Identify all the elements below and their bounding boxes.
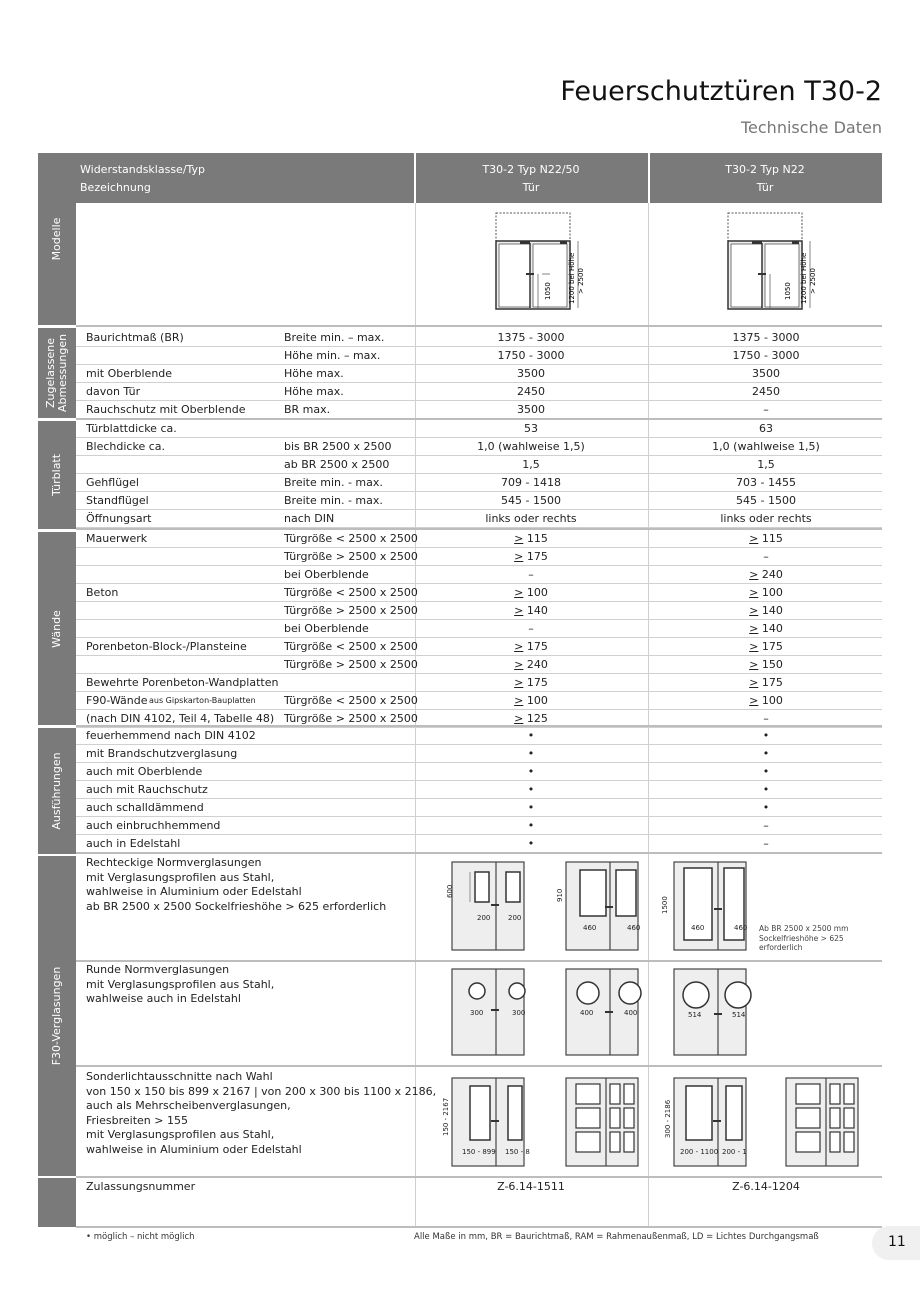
row-value-n22: > 175 (749, 640, 783, 653)
table-row (76, 329, 882, 347)
text-line: von 150 x 150 bis 899 x 2167 | von 200 x 300 bis 1100 x 2186, (86, 1084, 437, 1098)
table-row (76, 548, 882, 566)
dim-label: 600 (446, 884, 454, 898)
row-value-n22: – (763, 403, 769, 416)
row-value-n22-50: > 175 (514, 550, 548, 563)
row-param: Türgröße > 2500 x 2500 (284, 712, 418, 725)
header-divider (414, 153, 416, 203)
section-label: Türblatt (50, 453, 63, 497)
header-col1-desc: Tür (522, 181, 540, 194)
row-value-n22: • (762, 765, 770, 778)
row-value-n22-50: 3500 (517, 367, 545, 380)
row-param: Breite min. – max. (284, 331, 385, 344)
f30-special-text (86, 1070, 436, 1157)
row-label: Türblattdicke ca. (86, 422, 177, 435)
row-label: mit Oberblende (86, 367, 173, 380)
section-label-line1: Zugelassene (44, 337, 57, 409)
dim-label: 460 (583, 924, 597, 932)
dim-label: 150 - 8 (505, 1148, 530, 1156)
row-label: auch einbruchhemmend (86, 819, 221, 832)
model-dim-1050: 1050 (544, 282, 552, 300)
row-param: Höhe min. – max. (284, 349, 381, 362)
row-value-n22: > 115 (749, 532, 783, 545)
dim-label: 1500 (661, 896, 669, 914)
page-title: Feuerschutztüren T30-2 (560, 76, 882, 107)
row-value-n22: – (763, 819, 769, 832)
row-param: nach DIN (284, 512, 335, 525)
row-param: Breite min. - max. (284, 476, 383, 489)
table-row (76, 656, 882, 674)
header-label-2: Bezeichnung (80, 181, 151, 194)
table-row (76, 817, 882, 835)
table-row (76, 530, 882, 548)
f30-round-text (86, 963, 274, 1007)
section-label-line2: Abmessungen (56, 333, 69, 413)
model-dim-1200-b: > 2500 (577, 268, 585, 294)
dim-label: 150 - 899 (462, 1148, 496, 1156)
row-value-n22-50: • (527, 783, 535, 796)
row-param: Breite min. - max. (284, 494, 383, 507)
section-divider (76, 960, 882, 962)
section-divider (76, 325, 882, 327)
row-value-n22-50: links oder rechts (485, 512, 577, 525)
section-label: Wände (50, 609, 63, 648)
page-number-badge (872, 1226, 920, 1260)
row-value-n22-50: 1,5 (522, 458, 540, 471)
row-value-n22: 2450 (752, 385, 780, 398)
row-value-n22: 703 - 1455 (736, 476, 796, 489)
dim-label: 514 (688, 1011, 702, 1019)
row-value-n22: > 140 (749, 604, 783, 617)
row-value-n22: links oder rechts (720, 512, 812, 525)
row-label: F90-Wände (86, 694, 148, 707)
row-value-n22-50: 1,0 (wahlweise 1,5) (477, 440, 585, 453)
section-label: Modelle (50, 217, 63, 261)
row-value-n22-50: • (527, 837, 535, 850)
row-value-n22: 1750 - 3000 (732, 349, 800, 362)
footer-legend: • möglich – nicht möglich (86, 1232, 195, 1242)
header-col1-type: T30-2 Typ N22/50 (482, 163, 580, 176)
row-value-n22: – (763, 550, 769, 563)
dim-label: 400 (624, 1009, 638, 1017)
row-label: mit Brandschutzverglasung (86, 747, 238, 760)
row-value-n22-50: • (527, 819, 535, 832)
row-value-n22-50: • (527, 801, 535, 814)
text-line: Friesbreiten > 155 (86, 1113, 188, 1127)
row-label: Mauerwerk (86, 532, 148, 545)
dim-label: 400 (580, 1009, 594, 1017)
section-label: Ausführungen (50, 752, 63, 830)
row-value-n22-50: 1750 - 3000 (497, 349, 565, 362)
row-value-n22-50: • (527, 729, 535, 742)
rect-note (759, 924, 848, 953)
row-param: Türgröße > 2500 x 2500 (284, 550, 418, 563)
row-param: Türgröße > 2500 x 2500 (284, 658, 418, 671)
row-label: (nach DIN 4102, Teil 4, Tabelle 48) (86, 712, 275, 725)
note-line: Sockelfrieshöhe > 625 (759, 933, 844, 943)
row-value-n22: • (762, 729, 770, 742)
dim-label: 910 (556, 888, 564, 902)
row-label: Porenbeton-Block-/Plansteine (86, 640, 247, 653)
section-label: F30-Verglasungen (50, 966, 63, 1066)
text-line: wahlweise in Aluminium oder Edelstahl (86, 885, 302, 898)
row-param: Höhe max. (284, 367, 344, 380)
row-value-n22-50: > 100 (514, 694, 548, 707)
table-row (76, 620, 882, 638)
text-line: ab BR 2500 x 2500 Sockelfrieshöhe > 625 erforderlich (86, 899, 387, 913)
table-row (76, 365, 882, 383)
section-zulassung (38, 1178, 76, 1227)
dim-label: 460 (734, 924, 748, 932)
note-line: erforderlich (759, 943, 803, 952)
section-divider (76, 1226, 882, 1228)
row-value-n22-50: > 240 (514, 658, 548, 671)
row-value-n22: 1375 - 3000 (732, 331, 800, 344)
row-label: feuerhemmend nach DIN 4102 (86, 729, 256, 742)
row-value-n22-50: 3500 (517, 403, 545, 416)
row-value-n22-50: – (528, 622, 534, 635)
dim-label: 300 (512, 1009, 526, 1017)
table-row (76, 602, 882, 620)
model-dim-1200-a: 1200 bei Höhe (800, 252, 808, 304)
table-row (76, 566, 882, 584)
row-label: auch mit Rauchschutz (86, 783, 208, 796)
header-col2-desc: Tür (756, 181, 774, 194)
table-row (76, 799, 882, 817)
row-value-n22: > 240 (749, 568, 783, 581)
note-line: Ab BR 2500 x 2500 mm (759, 924, 849, 933)
glazing-special-drawings (430, 1072, 860, 1172)
row-param: ab BR 2500 x 2500 (284, 458, 390, 471)
row-value-n22-50: • (527, 747, 535, 760)
row-value-n22: > 100 (749, 586, 783, 599)
table-row (76, 763, 882, 781)
dim-label: 514 (732, 1011, 746, 1019)
model-dim-1200-b: > 2500 (809, 268, 817, 294)
footer-abbreviations: Alle Maße in mm, BR = Baurichtmaß, RAM = Rahmenaußenmaß, LD = Lichtes Durchgangsmaß (414, 1232, 819, 1242)
row-param: Türgröße > 2500 x 2500 (284, 604, 418, 617)
row-param: BR max. (284, 403, 331, 416)
text-line: mit Verglasungsprofilen aus Stahl, (86, 977, 275, 991)
zulassung-v1: Z-6.14-1511 (497, 1180, 565, 1193)
row-param: Höhe max. (284, 385, 344, 398)
row-param: bei Oberblende (284, 622, 369, 635)
row-value-n22: > 100 (749, 694, 783, 707)
row-label-small: aus Gipskarton-Bauplatten (149, 696, 256, 705)
table-row (76, 510, 882, 528)
row-label: Blechdicke ca. (86, 440, 166, 453)
zulassung-row (76, 1178, 882, 1196)
row-label: auch in Edelstahl (86, 837, 181, 850)
zulassung-label: Zulassungsnummer (86, 1180, 196, 1193)
row-label: Rauchschutz mit Oberblende (86, 403, 246, 416)
row-value-n22-50: > 175 (514, 640, 548, 653)
row-label: Gehflügel (86, 476, 139, 489)
row-value-n22: • (762, 801, 770, 814)
section-ausfuehrungen (38, 728, 76, 854)
page-subtitle: Technische Daten (740, 118, 882, 137)
table-row (76, 692, 882, 710)
section-modelle (38, 153, 76, 325)
section-divider (76, 852, 882, 854)
glazing-round-drawings (430, 965, 760, 1060)
row-label: Bewehrte Porenbeton-Wandplatten (86, 676, 279, 689)
zulassung-v2: Z-6.14-1204 (732, 1180, 800, 1193)
row-value-n22-50: 545 - 1500 (501, 494, 561, 507)
dim-label: 300 (470, 1009, 484, 1017)
glazing-rect-drawings (430, 856, 760, 956)
dim-label: 200 (508, 914, 522, 922)
row-value-n22-50: 1375 - 3000 (497, 331, 565, 344)
row-value-n22: – (763, 837, 769, 850)
section-waende (38, 532, 76, 725)
table-row (76, 474, 882, 492)
table-row (76, 638, 882, 656)
text-line: Sonderlichtausschnitte nach Wahl (86, 1070, 273, 1083)
section-zugelassene (38, 328, 76, 418)
table-row (76, 584, 882, 602)
row-value-n22-50: > 175 (514, 676, 548, 689)
table-row (76, 492, 882, 510)
row-label: auch mit Oberblende (86, 765, 203, 778)
table-row (76, 383, 882, 401)
dim-label: 460 (691, 924, 705, 932)
row-value-n22-50: > 140 (514, 604, 548, 617)
section-sidebar (38, 153, 76, 1227)
text-line: wahlweise in Aluminium oder Edelstahl (86, 1142, 302, 1156)
row-value-n22-50: 53 (524, 422, 538, 435)
table-row (76, 401, 882, 419)
table-row (76, 456, 882, 474)
section-divider (76, 1065, 882, 1067)
row-value-n22: – (763, 712, 769, 725)
row-value-n22: > 150 (749, 658, 783, 671)
dim-label: 300 - 2186 (664, 1099, 672, 1138)
text-line: mit Verglasungsprofilen aus Stahl, (86, 870, 275, 884)
row-value-n22: > 140 (749, 622, 783, 635)
text-line: mit Verglasungsprofilen aus Stahl, (86, 1128, 275, 1141)
row-value-n22-50: • (527, 765, 535, 778)
text-line: Rechteckige Normverglasungen (86, 856, 262, 869)
dim-label: 200 (477, 914, 491, 922)
table-row (76, 781, 882, 799)
row-label: Standflügel (86, 494, 149, 507)
row-value-n22-50: > 125 (514, 712, 548, 725)
row-value-n22-50: > 100 (514, 586, 548, 599)
row-param: Türgröße < 2500 x 2500 (284, 640, 418, 653)
row-value-n22: 1,0 (wahlweise 1,5) (712, 440, 820, 453)
table-row (76, 835, 882, 853)
row-value-n22: • (762, 783, 770, 796)
row-param: bei Oberblende (284, 568, 369, 581)
dim-label: 200 - 1100 (680, 1148, 719, 1156)
row-label: davon Tür (86, 385, 141, 398)
dim-label: 200 - 1 (722, 1148, 747, 1156)
section-divider (76, 418, 882, 420)
table-row (76, 745, 882, 763)
row-value-n22: 3500 (752, 367, 780, 380)
row-label: auch schalldämmend (86, 801, 204, 814)
model-dim-1050: 1050 (784, 282, 792, 300)
model-drawing-n22 (722, 210, 822, 315)
row-value-n22-50: 2450 (517, 385, 545, 398)
table-row (76, 438, 882, 456)
row-value-n22: 63 (759, 422, 773, 435)
row-label: Baurichtmaß (BR) (86, 331, 184, 344)
text-line: auch als Mehrscheibenverglasungen, (86, 1099, 291, 1112)
dim-label: 460 (627, 924, 641, 932)
f30-rect-text (86, 856, 386, 914)
header-col2-type: T30-2 Typ N22 (725, 163, 805, 176)
section-divider (76, 528, 882, 530)
model-dim-1200-a: 1200 bei Höhe (568, 252, 576, 304)
header-divider (648, 153, 650, 203)
section-tuerblatt (38, 421, 76, 529)
text-line: Runde Normverglasungen (86, 963, 230, 976)
dim-label: 150 - 2167 (442, 1097, 450, 1136)
section-divider (76, 725, 882, 727)
row-label: Öffnungsart (86, 512, 152, 525)
row-value-n22: > 175 (749, 676, 783, 689)
row-value-n22-50: > 115 (514, 532, 548, 545)
table-row (76, 347, 882, 365)
row-value-n22-50: – (528, 568, 534, 581)
table-row (76, 727, 882, 745)
row-value-n22: 545 - 1500 (736, 494, 796, 507)
row-param: Türgröße < 2500 x 2500 (284, 532, 418, 545)
row-param: Türgröße < 2500 x 2500 (284, 694, 418, 707)
section-label (45, 334, 69, 412)
row-param: bis BR 2500 x 2500 (284, 440, 392, 453)
row-value-n22: 1,5 (757, 458, 775, 471)
table-row (76, 674, 882, 692)
row-label: Beton (86, 586, 119, 599)
header-label-1: Widerstandsklasse/Typ (80, 163, 206, 176)
section-f30 (38, 856, 76, 1176)
row-param: Türgröße < 2500 x 2500 (284, 586, 418, 599)
table-row (76, 420, 882, 438)
text-line: wahlweise auch in Edelstahl (86, 992, 241, 1005)
row-value-n22-50: 709 - 1418 (501, 476, 561, 489)
model-drawing-n22-50 (490, 210, 590, 315)
row-value-n22: • (762, 747, 770, 760)
page-number: 11 (888, 1234, 906, 1250)
table-header (76, 153, 882, 203)
